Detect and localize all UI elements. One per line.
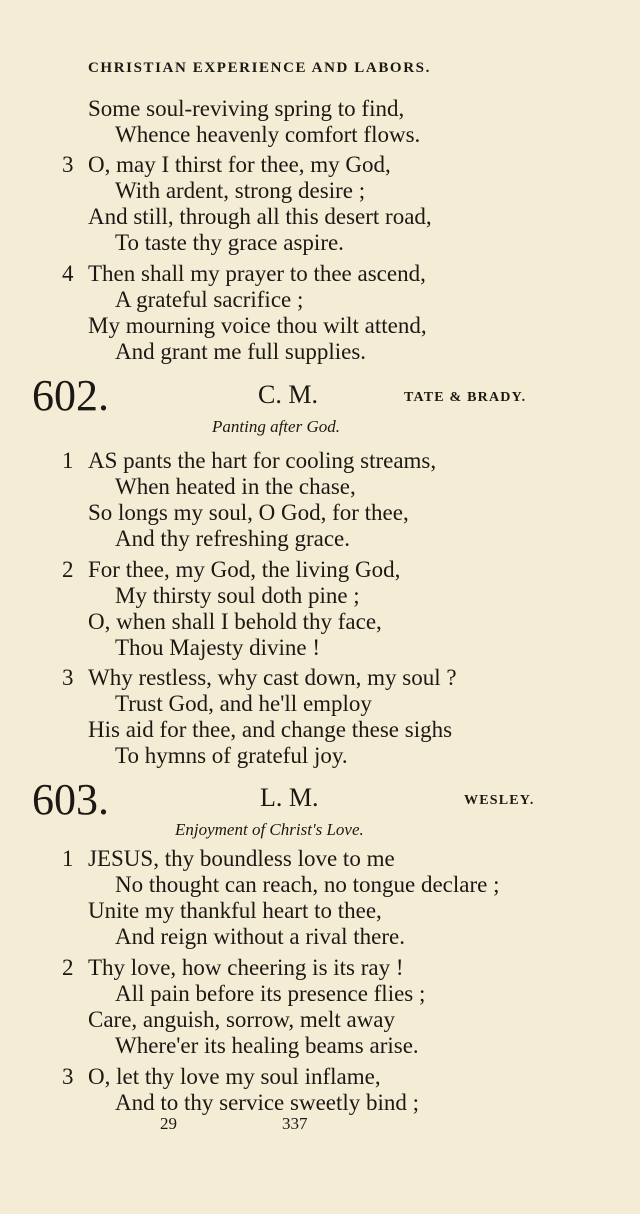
hymn601-line: Some soul-reviving spring to find, bbox=[88, 96, 405, 121]
page-number: 337 bbox=[282, 1114, 308, 1133]
verse-number: 2 bbox=[62, 557, 74, 582]
hymn603-line: Care, anguish, sorrow, melt away bbox=[88, 1007, 396, 1032]
hymn601-line: To taste thy grace aspire. bbox=[115, 230, 344, 255]
hymn603-line: Thy love, how cheering is its ray ! bbox=[88, 955, 404, 980]
hymn601-line: My mourning voice thou wilt attend, bbox=[88, 313, 427, 338]
hymn602-line: Why restless, why cast down, my soul ? bbox=[88, 665, 457, 690]
hymn-number-602: 602. bbox=[32, 371, 109, 420]
hymn601-line: And grant me full supplies. bbox=[115, 339, 367, 364]
hymn601-line: And still, through all this desert road, bbox=[88, 204, 432, 229]
hymn603-line: No thought can reach, no tongue declare ; bbox=[115, 872, 500, 897]
hymn603-line: And reign without a rival there. bbox=[115, 924, 405, 949]
hymn-meter: L. M. bbox=[260, 783, 319, 812]
hymn603-line: Where'er its healing beams arise. bbox=[115, 1033, 419, 1058]
hymn603-line: O, let thy love my soul inflame, bbox=[88, 1064, 381, 1089]
signature-mark: 29 bbox=[160, 1114, 177, 1133]
verse-number: 2 bbox=[62, 955, 74, 980]
hymn602-line: And thy refreshing grace. bbox=[115, 526, 351, 551]
hymn603-line: All pain before its presence flies ; bbox=[115, 981, 426, 1006]
hymn602-line: My thirsty soul doth pine ; bbox=[115, 583, 360, 608]
verse-number: 1 bbox=[62, 448, 74, 473]
hymn602-line: His aid for thee, and change these sighs bbox=[88, 717, 453, 742]
hymn601-line: Whence heavenly comfort flows. bbox=[115, 122, 421, 147]
hymn602-line: To hymns of grateful joy. bbox=[115, 743, 348, 768]
hymn601-line: O, may I thirst for thee, my God, bbox=[88, 152, 391, 177]
hymn-author: TATE & BRADY. bbox=[404, 390, 527, 405]
verse-number: 4 bbox=[62, 261, 74, 286]
verse-number: 3 bbox=[62, 1064, 74, 1089]
hymn602-line: For thee, my God, the living God, bbox=[88, 557, 401, 582]
running-head: CHRISTIAN EXPERIENCE AND LABORS. bbox=[88, 60, 431, 76]
hymn601-line: Then shall my prayer to thee ascend, bbox=[88, 261, 426, 286]
hymn-subtitle: Panting after God. bbox=[212, 417, 340, 436]
hymn-meter: C. M. bbox=[258, 380, 318, 409]
hymn601-line: A grateful sacrifice ; bbox=[115, 287, 304, 312]
hymn601-line: With ardent, strong desire ; bbox=[115, 178, 366, 203]
verse-number: 1 bbox=[62, 846, 74, 871]
hymn603-line: And to thy service sweetly bind ; bbox=[115, 1090, 420, 1115]
hymn603-line: Unite my thankful heart to thee, bbox=[88, 898, 382, 923]
hymn-author: WESLEY. bbox=[464, 793, 535, 808]
hymn603-line: JESUS, thy boundless love to me bbox=[88, 846, 395, 871]
verse-number: 3 bbox=[62, 152, 74, 177]
hymn602-line: O, when shall I behold thy face, bbox=[88, 609, 382, 634]
hymn-number-603: 603. bbox=[32, 775, 109, 824]
hymn602-line: Thou Majesty divine ! bbox=[115, 635, 321, 660]
verse-number: 3 bbox=[62, 665, 74, 690]
hymn602-line: AS pants the hart for cooling streams, bbox=[88, 448, 437, 473]
hymn602-line: When heated in the chase, bbox=[115, 474, 356, 499]
hymn602-line: So longs my soul, O God, for thee, bbox=[88, 500, 409, 525]
hymn-subtitle: Enjoyment of Christ's Love. bbox=[175, 820, 364, 839]
hymn602-line: Trust God, and he'll employ bbox=[115, 691, 372, 716]
